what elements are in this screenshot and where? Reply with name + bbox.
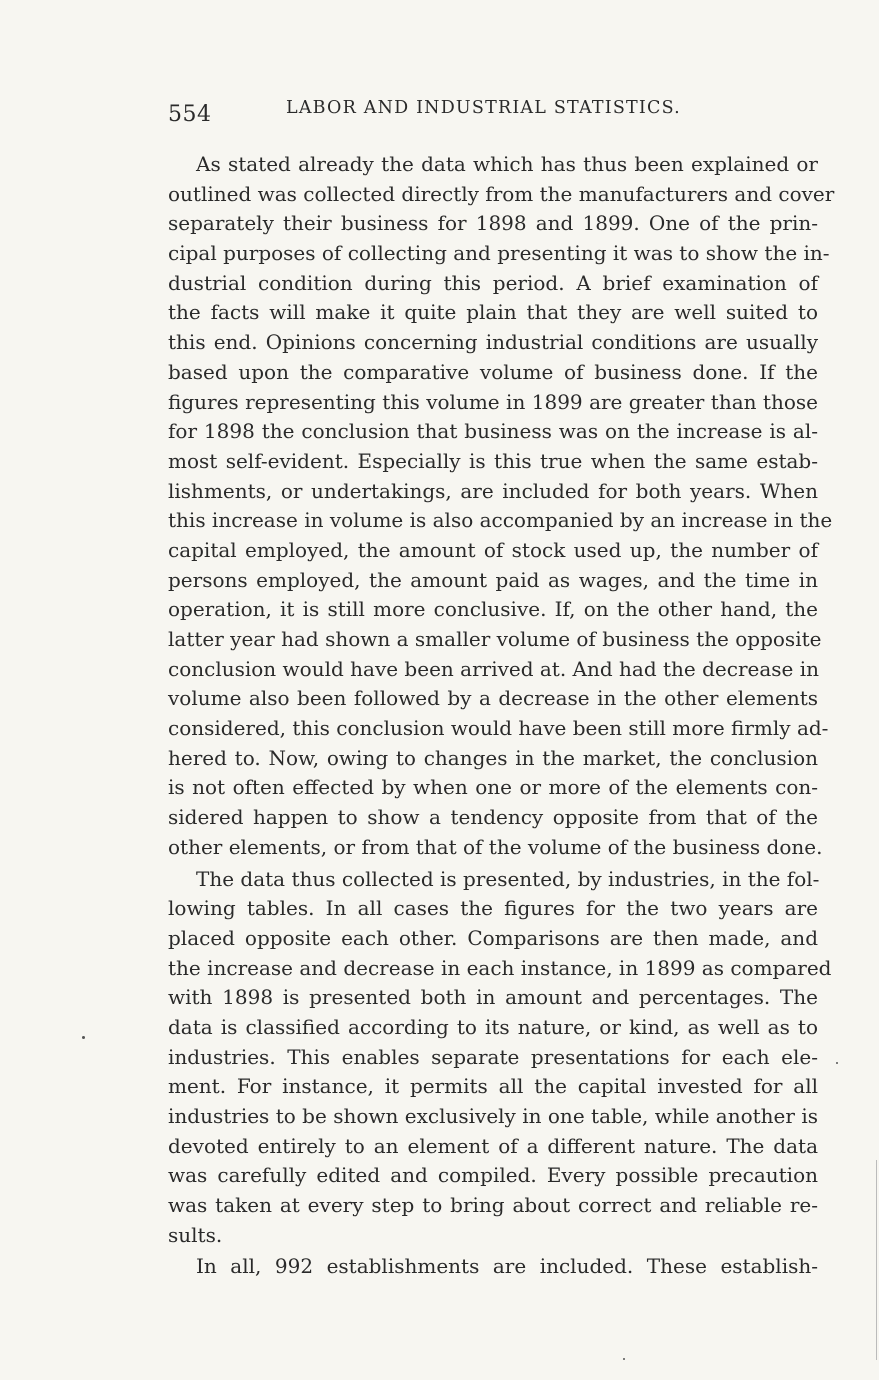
page-number: 554 [168, 102, 212, 127]
text-line: figures representing this volume in 1899 are greater than those [168, 389, 818, 414]
text-line: ment. For instance, it permits all the capital invested for all [168, 1074, 818, 1099]
text-line: placed opposite each other. Comparisons are then made, and [168, 925, 818, 950]
text-line: industries to be shown exclusively in one table, while another is [168, 1104, 818, 1128]
text-line: sidered happen to show a tendency opposite from that of the [168, 805, 818, 830]
text-line: was carefully edited and compiled. Every possible precaution [168, 1163, 818, 1188]
text-line: outlined was collected directly from the manufacturers and cover [168, 181, 835, 206]
text-line: The data thus collected is presented, by industries, in the fol- [196, 866, 820, 891]
running-head-title: LABOR AND INDUSTRIAL STATISTICS. [286, 98, 681, 118]
text-line: lishments, or undertakings, are included for both years. When [168, 478, 818, 503]
scan-speck [82, 1036, 85, 1039]
text-line: this end. Opinions concerning industrial conditions are usually [168, 330, 818, 355]
text-line: separately their business for 1898 and 1899. One of the prin- [168, 211, 818, 236]
scan-edge [876, 1160, 877, 1360]
text-line: was taken at every step to bring about correct and reliable re- [168, 1193, 818, 1218]
scan-speck [836, 1062, 838, 1064]
text-line: sults. [168, 1222, 223, 1247]
text-line: In all, 992 establishments are included. These establish- [196, 1254, 818, 1279]
text-line: dustrial condition during this period. A brief examination of [168, 270, 818, 295]
paragraph [168, 150, 835, 863]
text-line: other elements, or from that of the volume of the business done. [168, 834, 823, 859]
text-line: conclusion would have been arrived at. And had the decrease in [168, 656, 820, 681]
text-line: capital employed, the amount of stock used up, the number of [168, 537, 818, 562]
text-line: latter year had shown a smaller volume of business the opposite [168, 627, 822, 651]
paragraph [168, 1252, 818, 1282]
page-header [168, 96, 818, 136]
text-line: most self-evident. Especially is this true when the same estab- [168, 448, 818, 473]
text-line: for 1898 the conclusion that business was on the increase is al- [168, 419, 818, 444]
text-line: As stated already the data which has thus been explained or [196, 152, 818, 176]
text-line: this increase in volume is also accompanied by an increase in the [168, 508, 833, 533]
text-line: the increase and decrease in each instance, in 1899 as compared [168, 955, 832, 980]
text-line: cipal purposes of collecting and presenting it was to show the in- [168, 241, 830, 266]
text-line: volume also been followed by a decrease in the other elements [168, 686, 818, 711]
paragraph [168, 865, 832, 1251]
text-line: persons employed, the amount paid as wages, and the time in [168, 567, 818, 592]
text-line: considered, this conclusion would have been still more firmly ad- [168, 716, 829, 741]
text-line: the facts will make it quite plain that they are well suited to [168, 300, 818, 325]
scan-speck [623, 1358, 625, 1360]
text-line: data is classified according to its nature, or kind, as well as to [168, 1014, 818, 1039]
text-line: lowing tables. In all cases the figures for the two years are [168, 896, 818, 921]
text-line: hered to. Now, owing to changes in the market, the conclusion [168, 745, 818, 770]
text-line: operation, it is still more conclusive. If, on the other hand, the [168, 597, 818, 622]
text-line: based upon the comparative volume of business done. If the [168, 359, 818, 384]
text-line: is not often effected by when one or more of the elements con- [168, 775, 818, 800]
text-line: devoted entirely to an element of a different nature. The data [168, 1133, 818, 1158]
body-text [168, 150, 835, 1282]
text-line: industries. This enables separate presentations for each ele- [168, 1044, 818, 1069]
text-line: with 1898 is presented both in amount and percentages. The [168, 985, 818, 1010]
